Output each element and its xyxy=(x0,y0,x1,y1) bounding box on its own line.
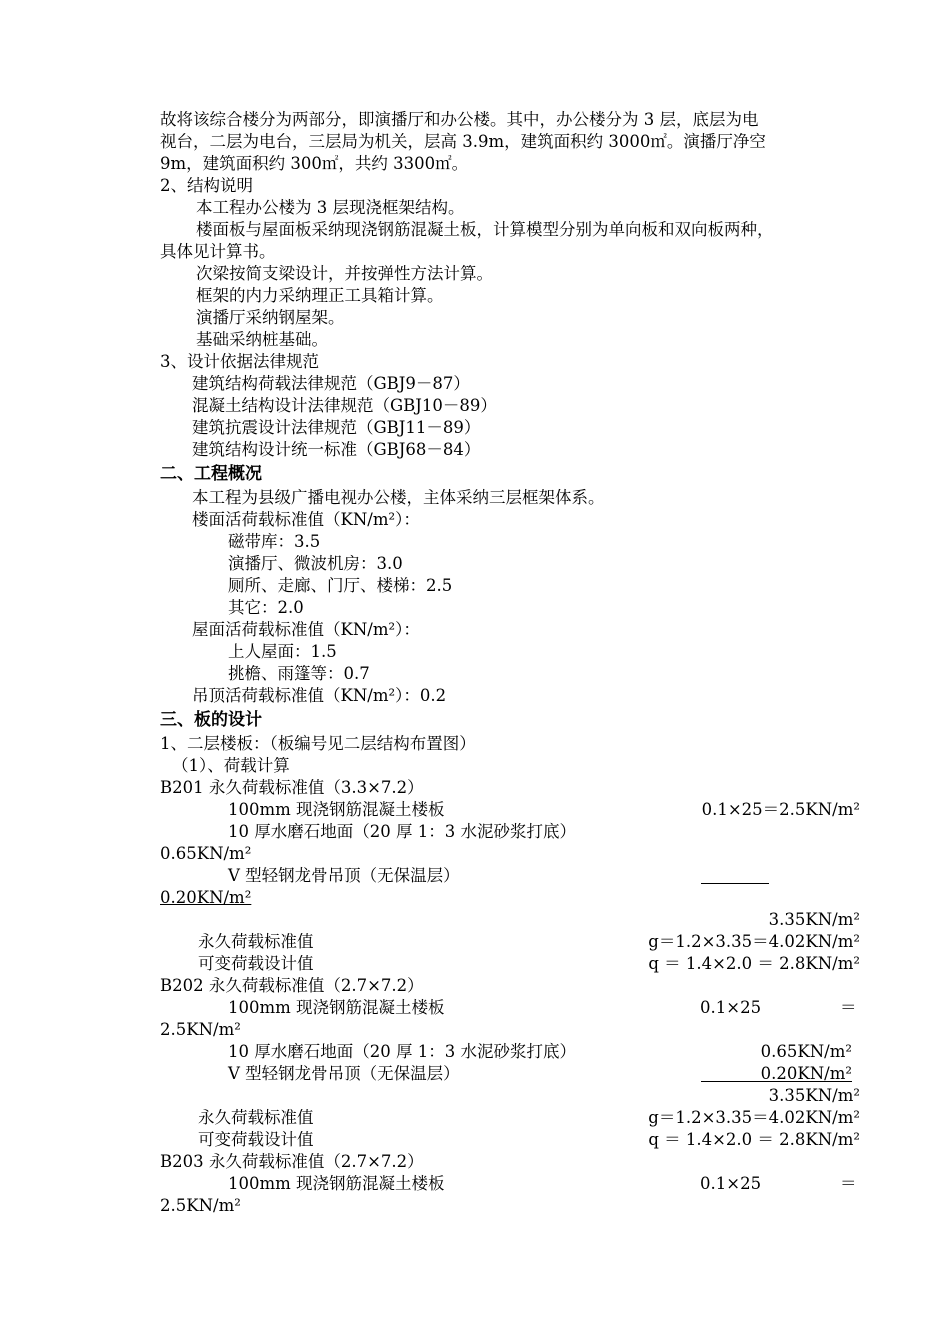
intro-line-2: 视台，二层为电台，三层局为机关，层高 3.9m，建筑面积约 3000㎡。演播厅净空 xyxy=(160,132,766,151)
floor-load-item: 其它：2.0 xyxy=(228,598,304,617)
b202-concrete-label: 100mm 现浇钢筋混凝土楼板 xyxy=(228,998,445,1017)
b201-perm-value: g＝1.2×3.35＝4.02KN/m² xyxy=(648,932,860,951)
structure-paragraph: 次梁按简支梁设计，并按弹性方法计算。 xyxy=(196,264,493,283)
b201-concrete-value: 0.1×25＝2.5KN/m² xyxy=(701,800,860,819)
structure-paragraph: 楼面板与屋面板采纳现浇钢筋混凝土板，计算模型分别为单向板和双向板两种， xyxy=(196,220,774,239)
b202-equals: ＝ xyxy=(840,998,857,1017)
b201-var-label: 可变荷载设计值 xyxy=(198,954,314,973)
b201-title: B201 永久荷载标准值（3.3×7.2） xyxy=(160,778,424,797)
structure-paragraph: 演播厅采纳钢屋架。 xyxy=(196,308,345,327)
b201-total: 3.35KN/m² xyxy=(768,910,860,929)
b203-title: B203 永久荷载标准值（2.7×7.2） xyxy=(160,1152,424,1171)
overview-heading: 二、工程概况 xyxy=(160,464,262,484)
b203-concrete-expr: 0.1×25 xyxy=(700,1174,762,1193)
floor-load-title: 楼面活荷载标准值（KN/m²）： xyxy=(192,510,420,529)
floor-load-item: 厕所、走廊、门厅、楼梯：2.5 xyxy=(228,576,453,595)
b202-perm-value: g＝1.2×3.35＝4.02KN/m² xyxy=(648,1108,860,1127)
b203-concrete-label: 100mm 现浇钢筋混凝土楼板 xyxy=(228,1174,445,1193)
b202-terrazzo-value: 0.65KN/m² xyxy=(760,1042,852,1061)
b202-var-label: 可变荷载设计值 xyxy=(198,1130,314,1149)
slab-subheading: （1）、荷载计算 xyxy=(172,756,290,775)
b201-ceiling-label: V 型轻钢龙骨吊顶（无保温层） xyxy=(228,866,460,885)
b201-concrete-label: 100mm 现浇钢筋混凝土楼板 xyxy=(228,800,445,819)
b202-title: B202 永久荷载标准值（2.7×7.2） xyxy=(160,976,424,995)
b202-ceiling-label: V 型轻钢龙骨吊顶（无保温层） xyxy=(228,1064,460,1083)
b202-var-value: q ＝ 1.4×2.0 ＝ 2.8KN/m² xyxy=(648,1130,860,1149)
roof-load-title: 屋面活荷载标准值（KN/m²）： xyxy=(192,620,420,639)
intro-line-1: 故将该综合楼分为两部分，即演播厅和办公楼。其中，办公楼分为 3 层，底层为电 xyxy=(160,110,759,129)
b202-total: 3.35KN/m² xyxy=(768,1086,860,1105)
floor-load-item: 演播厅、微波机房：3.0 xyxy=(228,554,403,573)
code-item: 建筑结构设计统一标准（GBJ68－84） xyxy=(192,440,481,459)
codes-heading: 3、设计依据法律规范 xyxy=(160,352,319,371)
b201-ceiling-value: 0.20KN/m² xyxy=(160,888,252,907)
slab-subheading: 1、二层楼板：（板编号见二层结构布置图） xyxy=(160,734,476,753)
overview-paragraph: 本工程为县级广播电视办公楼，主体采纳三层框架体系。 xyxy=(192,488,605,507)
b201-perm-label: 永久荷载标准值 xyxy=(198,932,314,951)
b201-terrazzo-value: 0.65KN/m² xyxy=(160,844,252,863)
slab-heading: 三、板的设计 xyxy=(160,710,262,730)
roof-load-item: 上人屋面：1.5 xyxy=(228,642,337,661)
b202-perm-label: 永久荷载标准值 xyxy=(198,1108,314,1127)
code-item: 混凝土结构设计法律规范（GBJ10－89） xyxy=(192,396,497,415)
structure-paragraph: 框架的内力采纳理正工具箱计算。 xyxy=(196,286,444,305)
b202-ceiling-value: 0.20KN/m² xyxy=(760,1064,852,1083)
structure-paragraph: 具体见计算书。 xyxy=(160,242,276,261)
sum-rule xyxy=(701,1081,852,1082)
b203-equals: ＝ xyxy=(840,1174,857,1193)
intro-line-3: 9m，建筑面积约 300㎡，共约 3300㎡。 xyxy=(160,154,469,173)
code-item: 建筑结构荷载法律规范（GBJ9－87） xyxy=(192,374,470,393)
structure-heading: 2、结构说明 xyxy=(160,176,253,195)
roof-load-item: 挑檐、雨篷等：0.7 xyxy=(228,664,370,683)
b201-terrazzo-label: 10 厚水磨石地面（20 厚 1：3 水泥砂浆打底） xyxy=(228,822,576,841)
b202-concrete-expr: 0.1×25 xyxy=(700,998,762,1017)
ceiling-load: 吊顶活荷载标准值（KN/m²）：0.2 xyxy=(192,686,447,705)
code-item: 建筑抗震设计法律规范（GBJ11－89） xyxy=(192,418,481,437)
b203-concrete-value: 2.5KN/m² xyxy=(160,1196,241,1215)
structure-paragraph: 基础采纳桩基础。 xyxy=(196,330,328,349)
floor-load-item: 磁带库：3.5 xyxy=(228,532,321,551)
structure-paragraph: 本工程办公楼为 3 层现浇框架结构。 xyxy=(196,198,465,217)
b202-concrete-value: 2.5KN/m² xyxy=(160,1020,241,1039)
sum-rule xyxy=(701,883,769,884)
b202-terrazzo-label: 10 厚水磨石地面（20 厚 1：3 水泥砂浆打底） xyxy=(228,1042,576,1061)
b201-var-value: q ＝ 1.4×2.0 ＝ 2.8KN/m² xyxy=(648,954,860,973)
